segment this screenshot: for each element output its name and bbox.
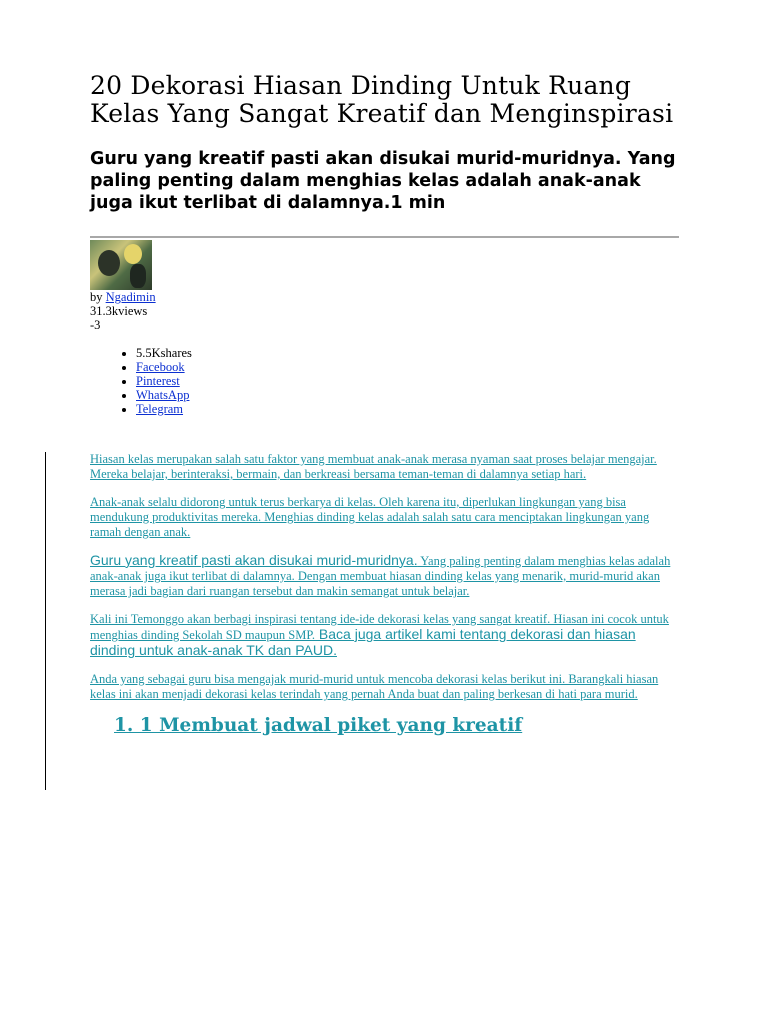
paragraph-lead[interactable]: Guru yang kreatif pasti akan disukai murid-muridnya. [90, 552, 418, 568]
related-article-link[interactable]: Baca juga artikel kami tentang dekorasi dan hiasan dinding untuk anak-anak TK dan PAUD. [90, 626, 636, 658]
section-heading-1[interactable]: 1. 1 Membuat jadwal piket yang kreatif [114, 715, 523, 736]
body-paragraph-5[interactable]: Anda yang sebagai guru bisa mengajak murid-murid untuk mencoba dekorasi kelas berikut ini. Barangkali hiasan kelas ini akan menjadi dekorasi kelas terindah yang pernah Anda buat dan paling berkesan di hati para murid. [90, 672, 659, 701]
body-paragraph-2[interactable]: Anak-anak selalu didorong untuk terus berkarya di kelas. Oleh karena itu, diperlukan lingkungan yang bisa mendukung produktivitas mereka. Menghias dinding kelas adalah salah satu cara menciptakan lingkungan yang ramah dengan anak. [90, 495, 650, 539]
view-count: 31.3kviews [90, 304, 148, 318]
share-item-whatsapp [136, 388, 682, 402]
author-line [90, 290, 682, 304]
left-border-line [45, 452, 46, 790]
share-count: • 5.5Kshares [136, 346, 682, 360]
article-subtitle: Guru yang kreatif pasti akan disukai murid-muridnya. Yang paling penting dalam menghias kelas adalah anak-anak juga ikut terlibat di dalamnya.1 min [90, 149, 676, 213]
pinterest-link[interactable]: Pinterest [136, 374, 180, 388]
share-item-telegram [136, 402, 682, 416]
article-title: 20 Dekorasi Hiasan Dinding Untuk Ruang Kelas Yang Sangat Kreatif dan Menginspirasi [90, 71, 674, 128]
author-link[interactable]: Ngadimin [105, 290, 156, 304]
paragraph-rest[interactable]: Yang paling penting dalam menghias kelas adalah anak-anak juga ikut terlibat di dalamnya. Dengan membuat hiasan dinding kelas yang menarik, murid-murid akan merasa jadi bagian dari ruangan tersebut dan makin semangat untuk belajar. [90, 554, 671, 598]
article-body [90, 452, 680, 737]
article-header [90, 72, 682, 416]
telegram-link[interactable]: Telegram [136, 402, 184, 416]
body-paragraph-1[interactable]: Hiasan kelas merupakan salah satu faktor yang membuat anak-anak merasa nyaman saat proses belajar mengajar. Mereka belajar, berinteraksi, bermain, dan berkreasi bersama teman-teman di dalamnya setiap hari. [90, 452, 657, 481]
body-paragraph-3[interactable] [90, 553, 680, 599]
by-label: by [90, 290, 106, 304]
share-list [90, 346, 682, 416]
body-paragraph-4[interactable] [90, 612, 680, 659]
whatsapp-link[interactable]: WhatsApp [136, 388, 190, 402]
share-item-pinterest [136, 374, 682, 388]
paragraph-text[interactable]: Kali ini Temonggo akan berbagi inspirasi tentang ide-ide dekorasi kelas yang sangat kreatif. Hiasan ini cocok untuk menghias dinding Sekolah SD maupun SMP. [90, 612, 669, 642]
divider [90, 236, 679, 238]
share-item-facebook [136, 360, 682, 374]
author-avatar[interactable] [90, 240, 152, 290]
facebook-link[interactable]: Facebook [136, 360, 185, 374]
vote-score: -3 [90, 318, 101, 332]
